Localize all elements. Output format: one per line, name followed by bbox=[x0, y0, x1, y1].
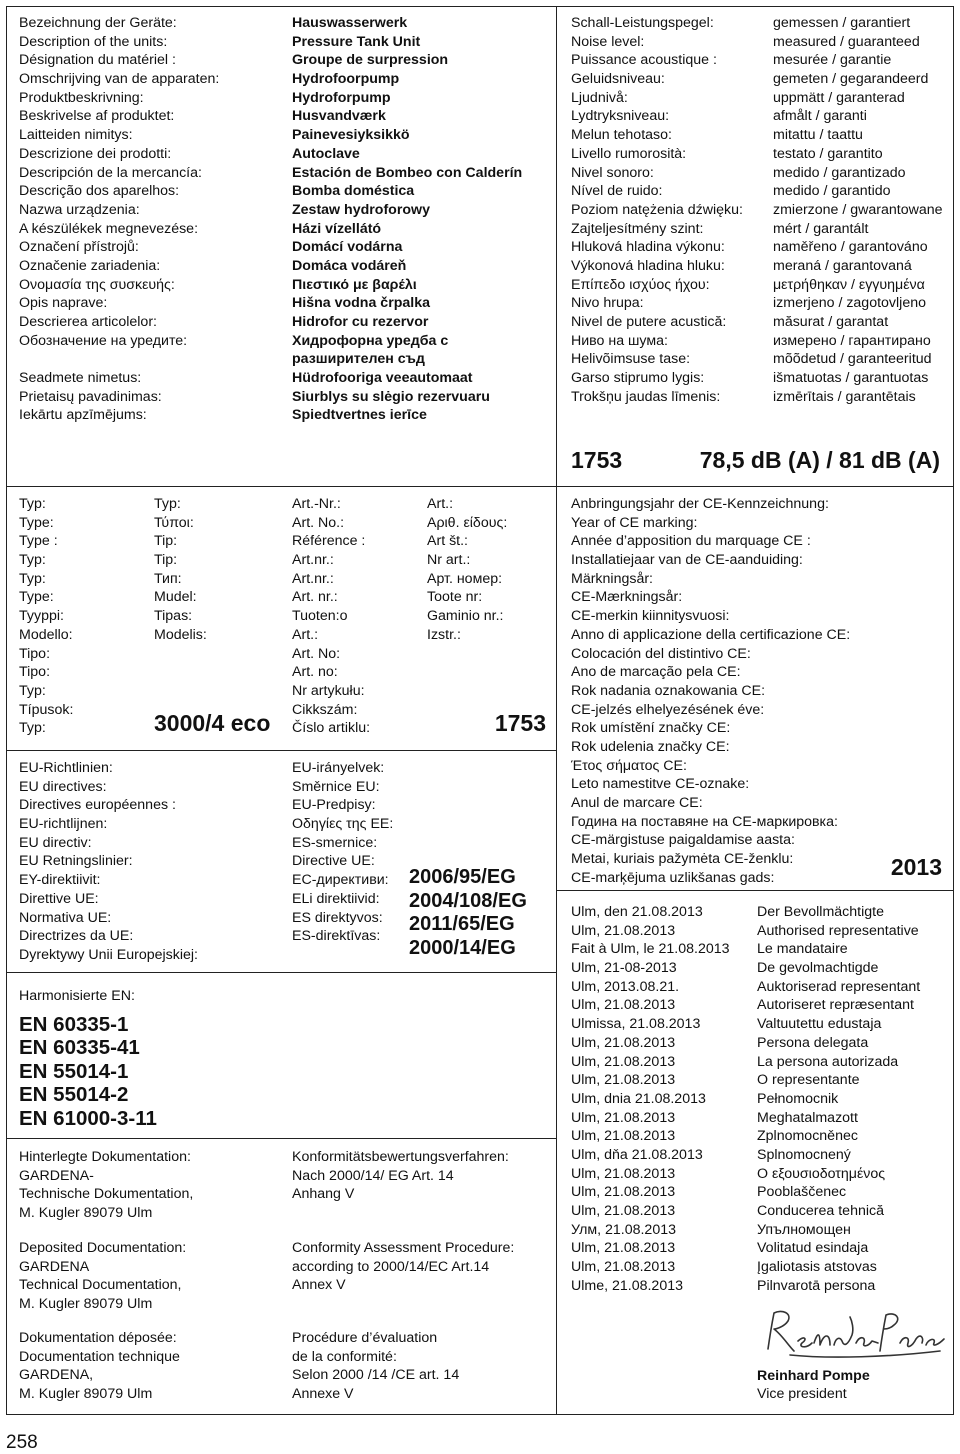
type-value: 3000/4 eco bbox=[154, 710, 271, 736]
noise-value: išmatuotas / garantuotas bbox=[773, 370, 929, 387]
article-label: Cikkszám: bbox=[292, 701, 358, 718]
ce-year-value: 2013 bbox=[890, 854, 942, 880]
place-date: Ulme, 21.08.2013 bbox=[571, 1277, 683, 1294]
type-label: Typ: bbox=[19, 496, 46, 512]
type-label: Typ: bbox=[19, 570, 46, 587]
directive-label: EU-Predpisy: bbox=[292, 797, 376, 814]
place-date: Ulm, 21.08.2013 bbox=[571, 1072, 676, 1089]
noise-value: mitattu / taattu bbox=[773, 127, 863, 144]
article-label: Číslo artiklu: bbox=[292, 720, 371, 737]
representative-title: Auktoriserad representant bbox=[757, 978, 921, 995]
representative-title: O representante bbox=[757, 1072, 860, 1089]
article-label: Nr art.: bbox=[427, 552, 471, 569]
designation-value: Bomba doméstica bbox=[292, 183, 415, 200]
designation-label: Désignation du matériel : bbox=[19, 52, 176, 69]
ce-label: Märkningsår: bbox=[571, 570, 654, 587]
designation-label: Bezeichnung der Geräte: bbox=[19, 15, 177, 31]
designation-value: Siurblys su slėgio rezervuaru bbox=[292, 388, 490, 405]
ce-label: Έτος σήματος CE: bbox=[571, 757, 687, 774]
designation-label: Descrierea articolelor: bbox=[19, 314, 157, 330]
noise-value: measured / guaranteed bbox=[773, 33, 920, 50]
doc-line: GARDENA- bbox=[19, 1167, 94, 1184]
designation-label bbox=[19, 350, 219, 369]
designation-label: Označení přístrojů: bbox=[19, 239, 139, 256]
harmonised-standard: EN 60335-41 bbox=[19, 1036, 140, 1060]
place-date: Ulm, 21.08.2013 bbox=[571, 922, 676, 939]
directive-value: 2000/14/EG bbox=[409, 936, 516, 959]
article-number-value: 1753 bbox=[494, 710, 546, 736]
directive-label: Directive UE: bbox=[292, 853, 375, 870]
article-labels-col2 bbox=[427, 495, 507, 645]
procedure-line: Annex V bbox=[292, 1277, 346, 1294]
representative-title: Pooblaščenec bbox=[757, 1184, 847, 1201]
article-label: Art.nr.: bbox=[292, 570, 334, 587]
representative-title: Der Bevollmächtigte bbox=[757, 904, 884, 920]
place-date: Ulm, 21.08.2013 bbox=[571, 1165, 676, 1182]
place-date: Ulm, 21.08.2013 bbox=[571, 1184, 676, 1201]
article-label: Art. No: bbox=[292, 645, 341, 662]
designation-labels bbox=[19, 14, 219, 425]
ce-label: Anno di applicazione della certificazione CE: bbox=[571, 626, 851, 643]
directive-label: EU-richtlijnen: bbox=[19, 816, 108, 833]
type-label: Tip: bbox=[154, 552, 178, 569]
signatory-name: Reinhard Pompe bbox=[757, 1368, 870, 1384]
directive-values bbox=[409, 866, 527, 960]
directive-label: Direttive UE: bbox=[19, 890, 99, 907]
procedure-line: Konformitätsbewertungsverfahren: bbox=[292, 1149, 509, 1165]
noise-value: mesurée / garantie bbox=[773, 52, 892, 69]
noise-label: Livello rumorosità: bbox=[571, 145, 687, 162]
article-label: Art št.: bbox=[427, 533, 468, 550]
directive-label: ELi direktiivid: bbox=[292, 890, 380, 907]
noise-label: Nível de ruido: bbox=[571, 183, 663, 200]
directive-label: EU directiv: bbox=[19, 834, 92, 851]
designation-value: Хидрофорна уредба с bbox=[292, 332, 449, 349]
harmonised-values bbox=[19, 1013, 157, 1130]
designation-label: Označenie zariadenia: bbox=[19, 257, 161, 274]
place-date: Ulm, 2013.08.21. bbox=[571, 978, 680, 995]
place-date: Ulm, 21.08.2013 bbox=[571, 1034, 676, 1051]
ce-label: Anbringungsjahr der CE-Kennzeichnung: bbox=[571, 496, 829, 512]
representative-title: Упълномощен bbox=[757, 1221, 851, 1238]
divider-left-3 bbox=[6, 972, 556, 973]
doc-line: Technische Dokumentation, bbox=[19, 1186, 194, 1203]
directive-label: EU Retningslinier: bbox=[19, 853, 133, 870]
designation-label: A készülékek megnevezése: bbox=[19, 220, 199, 237]
type-label: Tipo: bbox=[19, 645, 51, 662]
type-label: Τύποι: bbox=[154, 514, 194, 531]
procedure-line: Annexe V bbox=[292, 1386, 354, 1403]
designation-value: Domáca vodáreň bbox=[292, 257, 407, 274]
designation-values bbox=[292, 14, 522, 425]
noise-label: Helivõimsuse tase: bbox=[571, 351, 691, 368]
noise-value: gemeten / gegarandeerd bbox=[773, 71, 929, 88]
ce-label: Rok udelenia značky CE: bbox=[571, 738, 730, 755]
designation-label: Descripción de la mercancía: bbox=[19, 164, 202, 181]
noise-level-value: 78,5 dB (A) / 81 dB (A) bbox=[699, 447, 940, 473]
designation-label: Ονομασία της συσκευής: bbox=[19, 276, 175, 293]
directive-label: EY-direktiivit: bbox=[19, 872, 101, 889]
representative-title: La persona autorizada bbox=[757, 1053, 899, 1070]
representative-title: Valtuutettu edustaja bbox=[757, 1016, 882, 1033]
directive-label: ES-direktīvas: bbox=[292, 928, 381, 945]
noise-value: medido / garantizado bbox=[773, 164, 906, 181]
noise-value: testato / garantito bbox=[773, 145, 883, 162]
noise-label: Geluidsniveau: bbox=[571, 71, 665, 88]
representative-title: Persona delegata bbox=[757, 1034, 869, 1051]
type-label: Typ: bbox=[19, 682, 46, 699]
type-label: Mudel: bbox=[154, 589, 197, 606]
place-date: Ulm, dňa 21.08.2013 bbox=[571, 1146, 703, 1163]
designation-value: Groupe de surpression bbox=[292, 52, 449, 69]
ce-label: Rok umístění značky CE: bbox=[571, 720, 731, 737]
article-label: Art.nr.: bbox=[292, 552, 334, 569]
noise-label: Trokšņu jaudas līmenis: bbox=[571, 388, 721, 405]
ce-label: Rok nadania oznakowania CE: bbox=[571, 682, 766, 699]
signatory-role: Vice president bbox=[757, 1386, 847, 1402]
noise-label: Nivel de putere acustică: bbox=[571, 314, 727, 330]
directive-label: EU-Richtlinien: bbox=[19, 760, 113, 776]
place-date: Ulm, 21.08.2013 bbox=[571, 1240, 676, 1257]
doc-line: Dokumentation déposée: bbox=[19, 1330, 177, 1346]
noise-value: измерено / гарантирано bbox=[773, 332, 931, 349]
noise-article-number: 1753 bbox=[571, 447, 623, 473]
noise-value: mért / garantált bbox=[773, 220, 869, 237]
directive-labels-col1 bbox=[19, 759, 198, 965]
representative-title: Splnomocnený bbox=[757, 1146, 851, 1163]
designation-value: Painevesiyksikkö bbox=[292, 127, 410, 144]
noise-label: Lydtryksniveau: bbox=[571, 108, 670, 125]
representative-title: Zplnomocněnec bbox=[757, 1128, 858, 1145]
place-date: Ulm, 21.08.2013 bbox=[571, 1053, 676, 1070]
article-label: Référence : bbox=[292, 533, 366, 550]
representative-title: Volitatud esindaja bbox=[757, 1240, 869, 1257]
article-label: Art. no: bbox=[292, 664, 338, 681]
representative-title: Le mandataire bbox=[757, 941, 848, 958]
noise-value: măsurat / garantat bbox=[773, 314, 889, 330]
procedure-line: Nach 2000/14/ EG Art. 14 bbox=[292, 1167, 454, 1184]
noise-value: mõõdetud / garanteeritud bbox=[773, 351, 932, 368]
noise-label: Επίπεδο ισχύος ήχου: bbox=[571, 276, 710, 293]
designation-value: Hidrofor cu rezervor bbox=[292, 314, 429, 330]
directive-label: Dyrektywy Unii Europejskiej: bbox=[19, 946, 198, 963]
directive-label: Normativa UE: bbox=[19, 909, 112, 926]
harmonised-standard: EN 60335-1 bbox=[19, 1013, 129, 1036]
type-label: Typ: bbox=[154, 496, 181, 512]
noise-label: Výkonová hladina hluku: bbox=[571, 257, 725, 274]
divider-left-4 bbox=[6, 1138, 556, 1139]
designation-value: Estación de Bombeo con Calderín bbox=[292, 164, 523, 181]
designation-label: Обозначение на уредите: bbox=[19, 332, 188, 349]
deposited-docs-en bbox=[19, 1239, 186, 1314]
signature-places bbox=[571, 903, 730, 1295]
type-label: Typ: bbox=[19, 720, 46, 737]
directive-label: ЕС-директиви: bbox=[292, 872, 389, 889]
place-date: Ulm, 21.08.2013 bbox=[571, 997, 676, 1014]
ce-label: Anul de marcare CE: bbox=[571, 795, 703, 811]
article-label: Art.-Nr.: bbox=[292, 496, 341, 512]
representative-title: Authorised representative bbox=[757, 922, 919, 939]
harmonised-standard: EN 55014-1 bbox=[19, 1059, 129, 1083]
place-date: Ulmissa, 21.08.2013 bbox=[571, 1016, 701, 1033]
noise-label: Nivo hrupa: bbox=[571, 295, 644, 312]
designation-value: Zestaw hydroforowy bbox=[292, 201, 430, 218]
ce-label: CE-jelzés elhelyezésének éve: bbox=[571, 701, 765, 718]
designation-label: Nazwa urządzenia: bbox=[19, 201, 140, 218]
conformity-procedure-fr bbox=[292, 1329, 459, 1404]
divider-left-1 bbox=[6, 486, 556, 487]
representative-title: Pilnvarotā persona bbox=[757, 1277, 876, 1294]
representative-title: Įgaliotasis atstovas bbox=[757, 1259, 877, 1276]
procedure-line: according to 2000/14/EC Art.14 bbox=[292, 1258, 490, 1275]
type-label: Type : bbox=[19, 533, 58, 550]
type-label: Тип: bbox=[154, 570, 182, 587]
directive-value: 2006/95/EG bbox=[409, 866, 516, 888]
designation-value: Spiedtvertnes ierīce bbox=[292, 407, 427, 424]
directive-label: Οδηγίες της ΕΕ: bbox=[292, 816, 394, 833]
doc-line: Deposited Documentation: bbox=[19, 1240, 187, 1256]
conformity-procedure-de bbox=[292, 1148, 509, 1204]
divider-right-1 bbox=[556, 486, 954, 487]
noise-label: Ниво на шума: bbox=[571, 332, 668, 349]
designation-value: Husvandværk bbox=[292, 108, 386, 125]
procedure-line: Anhang V bbox=[292, 1186, 355, 1203]
doc-line: M. Kugler 89079 Ulm bbox=[19, 1205, 153, 1222]
article-label: Tuoten:o bbox=[292, 608, 348, 625]
designation-value: Hauswasserwerk bbox=[292, 15, 408, 31]
representative-title: Meghatalmazott bbox=[757, 1109, 858, 1126]
representative-title: Autoriseret repræsentant bbox=[757, 997, 914, 1014]
designation-value: Domácí vodárna bbox=[292, 239, 403, 256]
doc-line: M. Kugler 89079 Ulm bbox=[19, 1386, 153, 1403]
place-date: Улм, 21.08.2013 bbox=[571, 1221, 676, 1238]
place-date: Ulm, 21.08.2013 bbox=[571, 1109, 676, 1126]
article-label: Nr artykułu: bbox=[292, 682, 365, 699]
directive-label: Directrizes da UE: bbox=[19, 928, 134, 945]
article-labels-col1 bbox=[292, 495, 370, 738]
type-label: Tipas: bbox=[154, 608, 193, 625]
designation-value: разширителен съд bbox=[292, 351, 425, 368]
place-date: Ulm, den 21.08.2013 bbox=[571, 904, 703, 920]
place-date: Ulm, 21.08.2013 bbox=[571, 1259, 676, 1276]
ce-label: CE-Mærkningsår: bbox=[571, 589, 683, 606]
type-label: Modello: bbox=[19, 626, 73, 643]
place-date: Ulm, 21.08.2013 bbox=[571, 1203, 676, 1219]
designation-label: Laitteiden nimitys: bbox=[19, 127, 133, 144]
designation-value: Hüdrofooriga veeautomaat bbox=[292, 370, 473, 387]
procedure-line: Procédure d’évaluation bbox=[292, 1330, 438, 1346]
noise-value: medido / garantido bbox=[773, 183, 891, 200]
place-date: Ulm, 21-08-2013 bbox=[571, 960, 677, 977]
noise-values bbox=[773, 14, 943, 406]
noise-label: Puissance acoustique : bbox=[571, 52, 717, 69]
noise-value: naměřeno / garantováno bbox=[773, 239, 928, 256]
type-label: Tip: bbox=[154, 533, 178, 550]
directive-value: 2011/65/EG bbox=[409, 913, 515, 935]
article-label: Art. nr.: bbox=[292, 589, 338, 606]
designation-value: Pressure Tank Unit bbox=[292, 33, 421, 50]
noise-label: Zajteljesítmény szint: bbox=[571, 220, 704, 237]
procedure-line: de la conformité: bbox=[292, 1348, 397, 1365]
noise-value: meraná / garantovaná bbox=[773, 257, 912, 274]
directive-label: EU directives: bbox=[19, 778, 107, 795]
type-label: Type: bbox=[19, 514, 54, 531]
noise-value: uppmätt / garanterad bbox=[773, 89, 905, 106]
designation-value: Πιεστικό με βαρέλι bbox=[292, 276, 417, 293]
directive-label: ES direktyvos: bbox=[292, 909, 383, 926]
type-label: Modelis: bbox=[154, 626, 207, 643]
ce-label: CE-märgistuse paigaldamise aasta: bbox=[571, 832, 795, 849]
directive-label: Directives européennes : bbox=[19, 797, 176, 814]
type-label: Typ: bbox=[19, 552, 46, 569]
noise-labels bbox=[571, 14, 743, 406]
designation-label: Omschrijving van de apparaten: bbox=[19, 71, 220, 88]
designation-label: Opis naprave: bbox=[19, 295, 108, 312]
designation-label: Description of the units: bbox=[19, 33, 168, 50]
designation-label: Beskrivelse af produktet: bbox=[19, 108, 175, 125]
noise-value: zmierzone / gwarantowane bbox=[773, 201, 943, 218]
article-label: Αριθ. είδους: bbox=[427, 514, 508, 531]
ce-label: Colocación del distintivo CE: bbox=[571, 645, 751, 662]
noise-label: Noise level: bbox=[571, 33, 645, 50]
ce-label: Ano de marcação pela CE: bbox=[571, 664, 741, 681]
doc-line: Technical Documentation, bbox=[19, 1277, 182, 1294]
signature-titles bbox=[757, 903, 920, 1295]
designation-value: Hydrofoorpump bbox=[292, 71, 400, 88]
noise-value: izmērītais / garantētais bbox=[773, 388, 916, 405]
deposited-docs-de bbox=[19, 1148, 193, 1223]
ce-label: Leto namestitve CE-oznake: bbox=[571, 776, 750, 793]
harmonised-standard: EN 55014-2 bbox=[19, 1083, 129, 1107]
doc-line: GARDENA, bbox=[19, 1367, 94, 1384]
article-label: Арт. номер: bbox=[427, 570, 503, 587]
handwritten-signature bbox=[760, 1305, 950, 1365]
representative-title: Ο εξουσιοδοτημένος bbox=[757, 1165, 886, 1182]
directive-label: EU-irányelvek: bbox=[292, 760, 385, 776]
conformity-procedure-en bbox=[292, 1239, 514, 1295]
type-label: Tipo: bbox=[19, 664, 51, 681]
type-label: Type: bbox=[19, 589, 54, 606]
noise-label: Ljudnivå: bbox=[571, 89, 628, 106]
directive-label: ES-smernice: bbox=[292, 834, 378, 851]
designation-value: Hydroforpump bbox=[292, 89, 391, 106]
ce-label: CE-merkin kiinnitysvuosi: bbox=[571, 608, 730, 625]
noise-value: izmerjeno / zagotovljeno bbox=[773, 295, 926, 312]
noise-label: Melun tehotaso: bbox=[571, 127, 672, 144]
noise-value: gemessen / garantiert bbox=[773, 15, 911, 31]
doc-line: GARDENA bbox=[19, 1258, 90, 1275]
ce-labels bbox=[571, 495, 850, 887]
directive-label: Směrnice EU: bbox=[292, 778, 380, 795]
noise-value: afmålt / garanti bbox=[773, 108, 867, 125]
designation-value: Házi vízellátó bbox=[292, 220, 382, 237]
noise-value: μετρήθηκαν / εγγυημένα bbox=[773, 276, 925, 293]
deposited-docs-fr bbox=[19, 1329, 180, 1404]
designation-label: Prietaisų pavadinimas: bbox=[19, 388, 162, 405]
article-label: Art. No.: bbox=[292, 514, 345, 531]
designation-value: Hišna vodna črpalka bbox=[292, 295, 430, 312]
type-labels-col2 bbox=[154, 495, 207, 645]
type-label: Tyyppi: bbox=[19, 608, 64, 625]
noise-label: Hluková hladina výkonu: bbox=[571, 239, 725, 256]
type-labels-col1 bbox=[19, 495, 73, 738]
article-label: Gaminio nr.: bbox=[427, 608, 504, 625]
ce-label: Année d’apposition du marquage CE : bbox=[571, 533, 811, 550]
type-label: Típusok: bbox=[19, 701, 74, 718]
harmonised-label: Harmonisierte EN: bbox=[19, 988, 135, 1004]
ce-label: Installatiejaar van de CE-aanduiding: bbox=[571, 552, 803, 569]
place-date: Ulm, dnia 21.08.2013 bbox=[571, 1090, 706, 1107]
doc-line: Hinterlegte Dokumentation: bbox=[19, 1149, 191, 1165]
representative-title: Pełnomocnik bbox=[757, 1090, 839, 1107]
place-date: Fait à Ulm, le 21.08.2013 bbox=[571, 941, 730, 958]
page-number: 258 bbox=[6, 1432, 38, 1453]
divider-left-2 bbox=[6, 750, 556, 751]
ce-label: Year of CE marking: bbox=[571, 514, 698, 531]
noise-label: Garso stiprumo lygis: bbox=[571, 370, 705, 387]
ce-label: Година на поставяне на CE-маркировка: bbox=[571, 813, 838, 830]
noise-label: Poziom natężenia dźwięku: bbox=[571, 201, 743, 218]
article-label: Art.: bbox=[292, 626, 319, 643]
doc-line: M. Kugler 89079 Ulm bbox=[19, 1296, 153, 1313]
article-label: Izstr.: bbox=[427, 626, 461, 643]
designation-label: Seadmete nimetus: bbox=[19, 370, 142, 387]
representative-title: Conducerea tehnică bbox=[757, 1203, 884, 1219]
center-divider-top bbox=[556, 6, 557, 1415]
place-date: Ulm, 21.08.2013 bbox=[571, 1128, 676, 1145]
harmonised-standard: EN 61000-3-11 bbox=[19, 1106, 157, 1130]
designation-label: Produktbeskrivning: bbox=[19, 89, 144, 106]
divider-right-2 bbox=[556, 890, 954, 891]
designation-value: Autoclave bbox=[292, 145, 360, 162]
directive-value: 2004/108/EG bbox=[409, 889, 527, 912]
representative-title: De gevolmachtigde bbox=[757, 960, 879, 977]
procedure-line: Selon 2000 /14 /CE art. 14 bbox=[292, 1367, 460, 1384]
article-label: Toote nr: bbox=[427, 589, 483, 606]
doc-line: Documentation technique bbox=[19, 1348, 180, 1365]
article-label: Art.: bbox=[427, 496, 454, 512]
designation-label: Iekārtu apzīmējums: bbox=[19, 407, 147, 424]
designation-label: Descrição dos aparelhos: bbox=[19, 183, 180, 200]
ce-label: Metai, kuriais pažymėta CE-ženklu: bbox=[571, 851, 794, 868]
designation-label: Descrizione dei prodotti: bbox=[19, 145, 172, 162]
procedure-line: Conformity Assessment Procedure: bbox=[292, 1240, 515, 1256]
noise-label: Schall-Leistungspegel: bbox=[571, 15, 714, 31]
ce-label: CE-marķējuma uzlikšanas gads: bbox=[571, 869, 775, 886]
noise-label: Nivel sonoro: bbox=[571, 164, 654, 181]
directive-labels-col2 bbox=[292, 759, 393, 946]
